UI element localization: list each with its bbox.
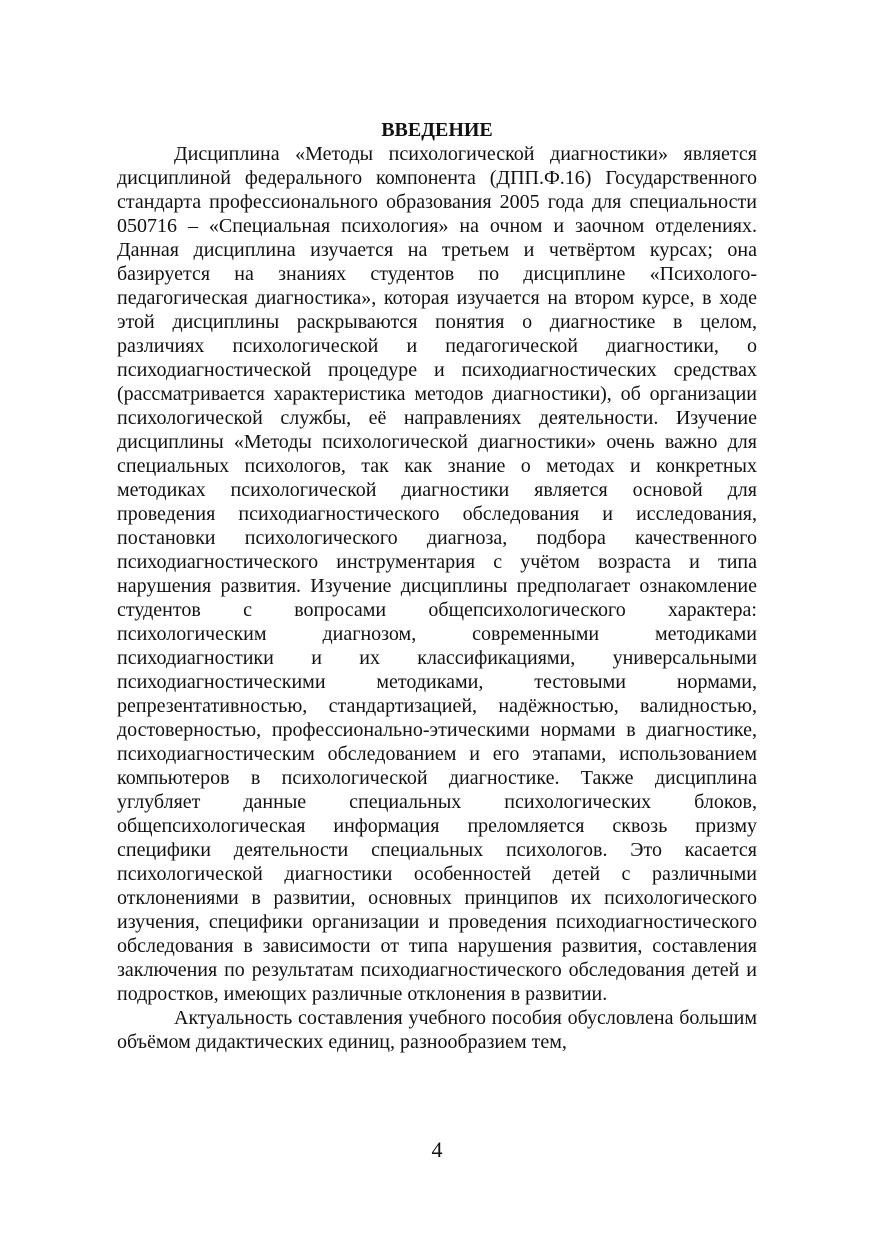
paragraph-1: Дисциплина «Методы психологической диагностики» является дисциплиной федерального компонента (ДПП.Ф.16) Государственного стандарта профессионального образования 2005 года для специальности 050716 – «Специальная психология» на очном и заочном отделениях. Данная дисциплина изучается на третьем и четвёртом курсах; она базируется на знаниях студентов по дисциплине «Психолого-педагогическая диагностика», которая изучается на втором курсе, в ходе этой дисциплины раскрываются понятия о диагностике в целом, различиях психологической и педагогической диагностики, о психодиагностической процедуре и психодиагностических средствах (рассматривается характеристика методов диагностики), об организации психологической службы, её направлениях деятельности. Изучение дисциплины «Методы психологической диагностики» очень важно для специальных психологов, так как знание о методах и конкретных методиках психологической диагностики является основой для проведения психодиагностического обследования и исследования, постановки психологического диагноза, подбора качественного психодиагностического инструментария с учётом возраста и типа нарушения развития. Изучение дисциплины предполагает ознакомление студентов с вопросами общепсихологического характера: психологическим диагнозом, современными методиками психодиагностики и их классификациями, универсальными психодиагностическими методиками, тестовыми нормами, репрезентативностью, стандартизацией, надёжностью, валидностью, достоверностью, профессионально-этическими нормами в диагностике, психодиагностическим обследованием и его этапами, использованием компьютеров в психологической диагностике. Также дисциплина углубляет данные специальных психологических блоков, общепсихологическая информация преломляется сквозь призму специфики деятельности специальных психологов. Это касается психологической диагностики особенностей детей с различными отклонениями в развитии, основных принципов их психологического изучения, специфики организации и проведения психодиагностического обследования в зависимости от типа нарушения развития, составления заключения по результатам психодиагностического обследования детей и подростков, имеющих различные отклонения в развитии. [117,143,757,1005]
section-heading: ВВЕДЕНИЕ [381,119,493,141]
page-body [117,118,757,1054]
page-number: 4 [431,1137,443,1162]
paragraph-2: Актуальность составления учебного пособия обусловлена большим объёмом дидактических единиц, разнообразием тем, [117,1007,757,1053]
